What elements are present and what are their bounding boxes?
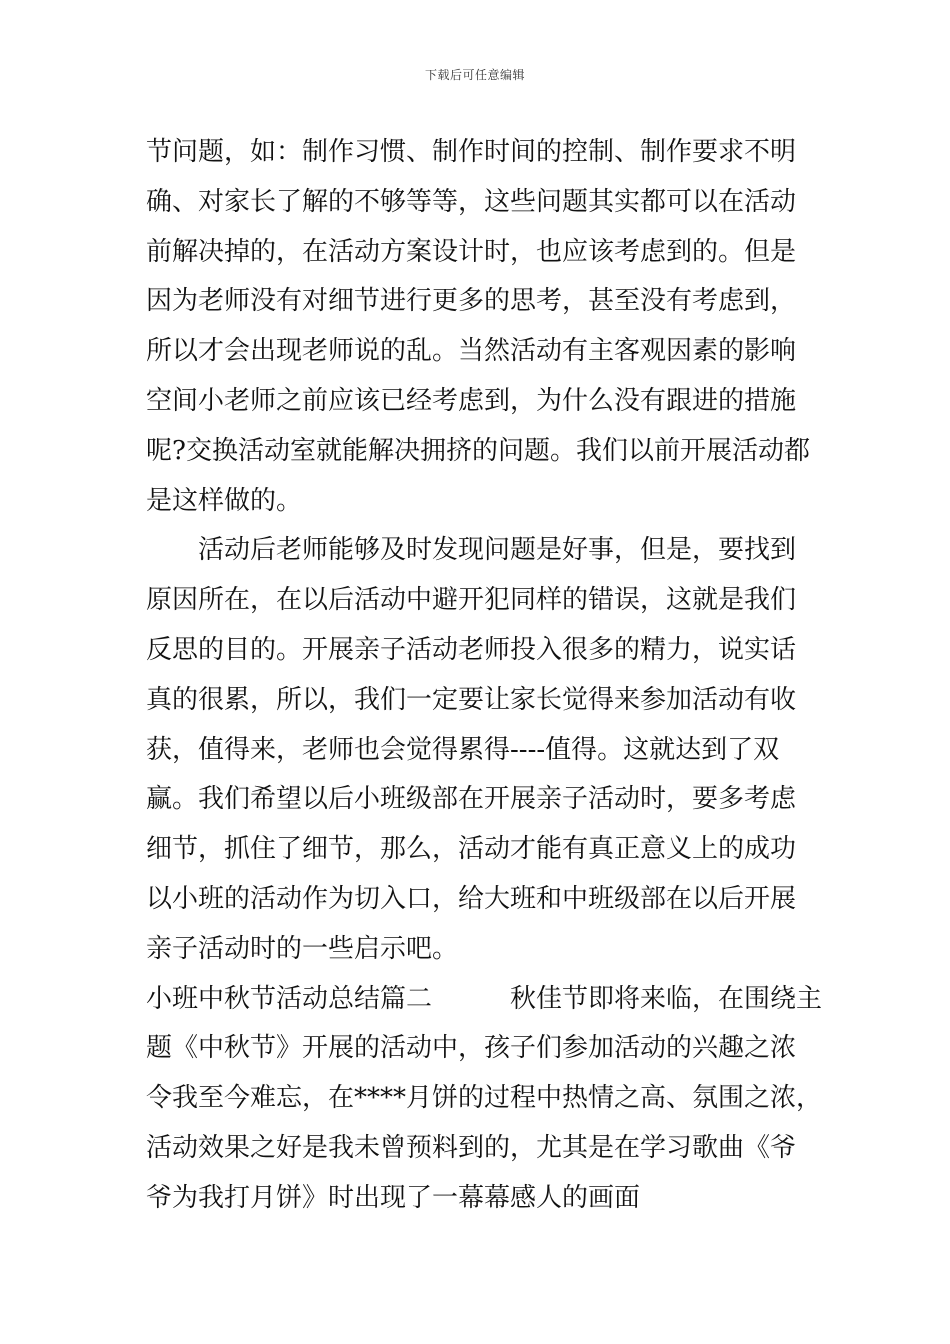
text-line: 因为老师没有对细节进行更多的思考，甚至没有考虑到， xyxy=(146,286,797,317)
text-line: 获，值得来，老师也会觉得累得----值得。这就达到了双 xyxy=(146,734,780,765)
text-line: 爷为我打月饼》时出现了一幕幕感人的画面 xyxy=(146,1182,641,1213)
text-line: 小班中秋节活动总结篇二 秋佳节即将来临，在围绕主 xyxy=(146,983,823,1014)
text-line: 活动效果之好是我未曾预料到的，尤其是在学习歌曲《爷 xyxy=(146,1132,797,1163)
text-line: 前解决掉的，在活动方案设计时，也应该考虑到的。但是 xyxy=(146,236,797,267)
text-line: 真的很累，所以，我们一定要让家长觉得来参加活动有收 xyxy=(146,684,797,715)
text-line: 赢。我们希望以后小班级部在开展亲子活动时，要多考虑 xyxy=(146,784,797,815)
text-line: 细节，抓住了细节，那么，活动才能有真正意义上的成功 xyxy=(146,834,797,865)
text-line: 亲子活动时的一些启示吧。 xyxy=(146,933,459,964)
document-body xyxy=(146,128,823,1224)
text-line: 确、对家长了解的不够等等，这些问题其实都可以在活动 xyxy=(146,186,797,217)
text-line: 以小班的活动作为切入口，给大班和中班级部在以后开展 xyxy=(146,883,797,914)
text-line: 题《中秋节》开展的活动中，孩子们参加活动的兴趣之浓 xyxy=(146,1033,797,1064)
text-line: 反思的目的。开展亲子活动老师投入很多的精力，说实话 xyxy=(146,634,797,665)
text-line: 节问题，如：制作习惯、制作时间的控制、制作要求不明 xyxy=(146,137,797,167)
text-line: 令我至今难忘，在****月饼的过程中热情之高、氛围之浓， xyxy=(146,1083,823,1114)
text-line: 原因所在，在以后活动中避开犯同样的错误，这就是我们 xyxy=(146,585,797,616)
text-line: 空间小老师之前应该已经考虑到，为什么没有跟进的措施 xyxy=(146,385,797,416)
text-line: 活动后老师能够及时发现问题是好事，但是，要找到 xyxy=(146,535,797,566)
page-header-note: 下载后可任意编辑 xyxy=(424,68,525,82)
text-line: 是这样做的。 xyxy=(146,485,303,516)
text-line: 所以才会出现老师说的乱。当然活动有主客观因素的影响 xyxy=(146,336,797,367)
text-line: 呢?交换活动室就能解决拥挤的问题。我们以前开展活动都 xyxy=(146,435,810,466)
